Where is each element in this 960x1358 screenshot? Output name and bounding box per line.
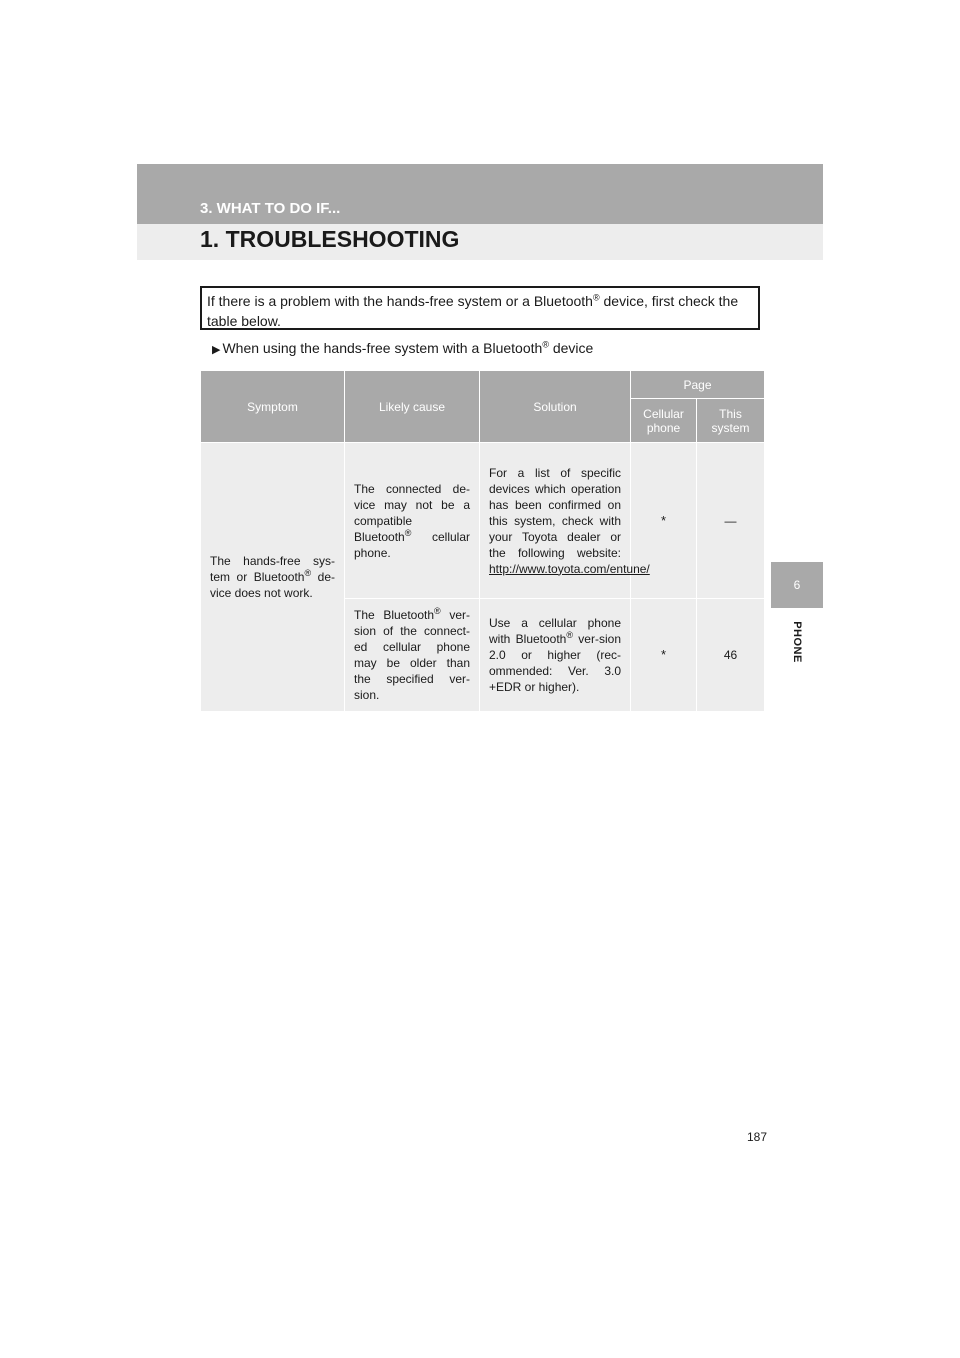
section-label: 3. WHAT TO DO IF... bbox=[200, 200, 341, 217]
cause-cell: The Bluetooth® ver-sion of the connect-ed cellular phone may be older than the specified ver-sion. bbox=[345, 599, 480, 712]
page-title: 1. TROUBLESHOOTING bbox=[200, 226, 460, 252]
solution-cell: For a list of specific devices which operation has been confirmed on this system, check with your Toyota dealer or the following website: http://www.toyota.com/entune/ bbox=[480, 443, 631, 599]
page-cellular-cell bbox=[631, 599, 697, 712]
intro-text-before: If there is a problem with the hands-free system or a Bluetooth bbox=[207, 293, 593, 309]
chapter-number-tab[interactable] bbox=[771, 562, 823, 608]
intro-text-after: device, first check the table below. bbox=[207, 293, 739, 329]
registered-mark: ® bbox=[592, 292, 600, 303]
header-page: Page bbox=[631, 371, 765, 399]
not-applicable-dash: — bbox=[724, 513, 737, 528]
cause-cell: The connected de-vice may not be a compatible Bluetooth® cellular phone. bbox=[345, 443, 480, 599]
solution-cell: Use a cellular phone with Bluetooth® ver-sion 2.0 or higher (rec-ommended: Ver. 3.0 +EDR or higher). bbox=[480, 599, 631, 712]
header-likely-cause: Likely cause bbox=[345, 371, 480, 443]
intro-note-box bbox=[200, 286, 760, 330]
header-this-system: This system bbox=[697, 399, 765, 443]
troubleshooting-table bbox=[200, 370, 765, 712]
triangle-marker-icon: ▶ bbox=[212, 344, 221, 356]
registered-mark: ® bbox=[542, 339, 549, 350]
chapter-label-container bbox=[771, 612, 823, 672]
header-symptom: Symptom bbox=[201, 371, 345, 443]
sub-heading-text-before: When using the hands-free system with a Bluetooth bbox=[222, 340, 543, 356]
asterisk-note: * bbox=[660, 512, 667, 528]
chapter-label: PHONE bbox=[791, 621, 803, 663]
chapter-number: 6 bbox=[793, 578, 801, 592]
asterisk-note: * bbox=[660, 647, 667, 662]
table-row bbox=[201, 443, 765, 599]
header-solution: Solution bbox=[480, 371, 631, 443]
symptom-cell: The hands-free sys-tem or Bluetooth® de-vice does not work. bbox=[201, 443, 345, 712]
website-link[interactable]: http://www.toyota.com/entune/ bbox=[489, 561, 650, 576]
page-number: 187 bbox=[746, 1130, 767, 1144]
page-reference-link[interactable]: 46 bbox=[723, 648, 738, 662]
header-cellular-phone: Cellular phone bbox=[631, 399, 697, 443]
page-system-cell bbox=[697, 599, 765, 712]
sub-heading bbox=[212, 340, 593, 356]
sub-heading-text-after: device bbox=[548, 340, 594, 356]
page-system-cell bbox=[697, 443, 765, 599]
